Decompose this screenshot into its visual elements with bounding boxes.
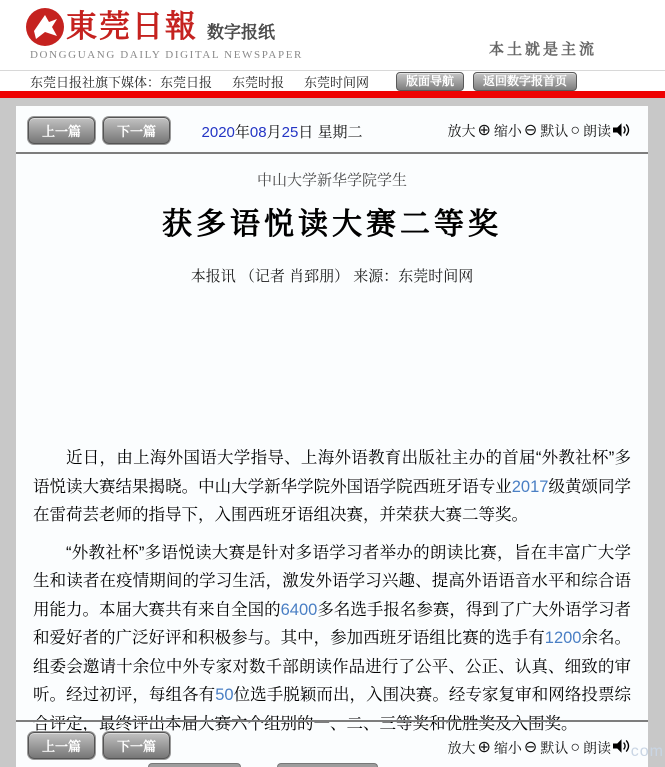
reader-controls-bottom — [448, 734, 630, 758]
article-title: 获多语悦读大赛二等奖 — [162, 208, 502, 241]
logo-emblem-icon — [26, 8, 64, 46]
page-navigation-button[interactable]: 版面导航 — [396, 72, 464, 91]
zoom-in-icon-bottom[interactable]: ⊕ — [477, 738, 491, 756]
watermark-text: com — [630, 743, 664, 760]
site-slogan: 本土就是主流 — [488, 41, 597, 58]
zoom-in-label-bottom[interactable]: 放大 — [447, 739, 476, 756]
logo-digital-label: 数字报纸 — [207, 23, 275, 42]
zoom-out-label-bottom[interactable]: 缩小 — [493, 739, 522, 756]
next-article-button-bottom[interactable]: 下一篇 — [103, 732, 170, 759]
default-size-icon-bottom[interactable]: ○ — [570, 738, 580, 756]
article-paragraph: 近日，由上海外国语大学指导、上海外语教育出版社主办的首届“外教社杯”多语悦读大赛结果揭晓。中山大学新华学院外国语学院西班牙语专业2017级黄颂同学在雷荷芸老师的指导下，入围西班牙语组决赛，并荣获大赛二等奖。 — [33, 449, 632, 524]
footer-partial-button-1[interactable] — [148, 763, 241, 767]
top-separator — [16, 152, 648, 154]
logo-english-title: DONGGUANG DAILY DIGITAL NEWSPAPER — [30, 49, 303, 61]
bottom-separator — [16, 720, 648, 722]
zoom-out-icon[interactable]: ⊖ — [523, 122, 538, 139]
default-size-label[interactable]: 默认 — [540, 123, 569, 139]
top-toolbar — [16, 106, 648, 152]
nav-link-dongguan-times[interactable]: 东莞时报 — [232, 74, 285, 90]
default-size-label-bottom[interactable]: 默认 — [540, 739, 569, 756]
site-header — [0, 0, 665, 70]
prev-article-button-bottom[interactable]: 上一篇 — [28, 732, 95, 759]
next-article-button[interactable]: 下一篇 — [103, 117, 170, 144]
default-size-icon[interactable]: ○ — [570, 122, 580, 139]
nav-link-dongguan-time-net[interactable]: 东莞时间网 — [304, 74, 370, 90]
read-aloud-label-bottom[interactable]: 朗读 — [583, 739, 611, 756]
article-panel — [16, 106, 648, 767]
navbar-prefix: 东莞日报社旗下媒体： — [30, 74, 161, 90]
speaker-icon[interactable] — [613, 123, 630, 140]
bottom-toolbar — [16, 732, 648, 759]
site-logo[interactable] — [26, 8, 275, 46]
speaker-icon-bottom[interactable] — [613, 739, 630, 756]
article-byline: 本报讯 （记者 肖郅朋） 来源：东莞时间网 — [190, 268, 474, 285]
zoom-in-label[interactable]: 放大 — [447, 123, 476, 139]
prev-article-button[interactable]: 上一篇 — [28, 117, 95, 144]
article-paragraph: “外教社杯”多语悦读大赛是针对多语学习者举办的朗读比赛，旨在丰富广大学生和读者在疫情期间的学习生活，激发外语学习兴趣、提高外语语音水平和综合语用能力。本届大赛共有来自全国的6400多名选手报名参赛，得到了广大外语学习者和爱好者的广泛好评和积极参与。其中，参加西班牙语组比赛的选手有1200余名。组委会邀请十余位中外专家对数千部朗读作品进行了公平、公正、认真、细致的审听。经过初评，每组各有50位选手脱颖而出，入围决赛。经专家复审和网络投票综合评定，最终评出本届大赛六个组别的一、二、三等奖和优胜奖及入围奖。 — [33, 543, 632, 733]
back-to-digital-home-button[interactable]: 返回数字报首页 — [473, 72, 577, 91]
zoom-out-label[interactable]: 缩小 — [493, 123, 522, 139]
zoom-out-icon-bottom[interactable]: ⊖ — [523, 738, 538, 756]
article-body — [33, 444, 631, 738]
article — [16, 169, 648, 738]
article-kicker: 中山大学新华学院学生 — [256, 172, 407, 189]
footer-partial-button-2[interactable] — [277, 763, 378, 767]
read-aloud-label[interactable]: 朗读 — [583, 123, 611, 139]
issue-date: 2020年08月25日 星期二 — [201, 124, 363, 141]
logo-chinese-title: 東莞日報 — [66, 9, 198, 44]
media-navbar — [0, 70, 665, 91]
red-divider-bar — [0, 91, 665, 98]
nav-link-dongguan-daily[interactable]: 东莞日报 — [160, 74, 213, 90]
zoom-in-icon[interactable]: ⊕ — [477, 122, 491, 139]
